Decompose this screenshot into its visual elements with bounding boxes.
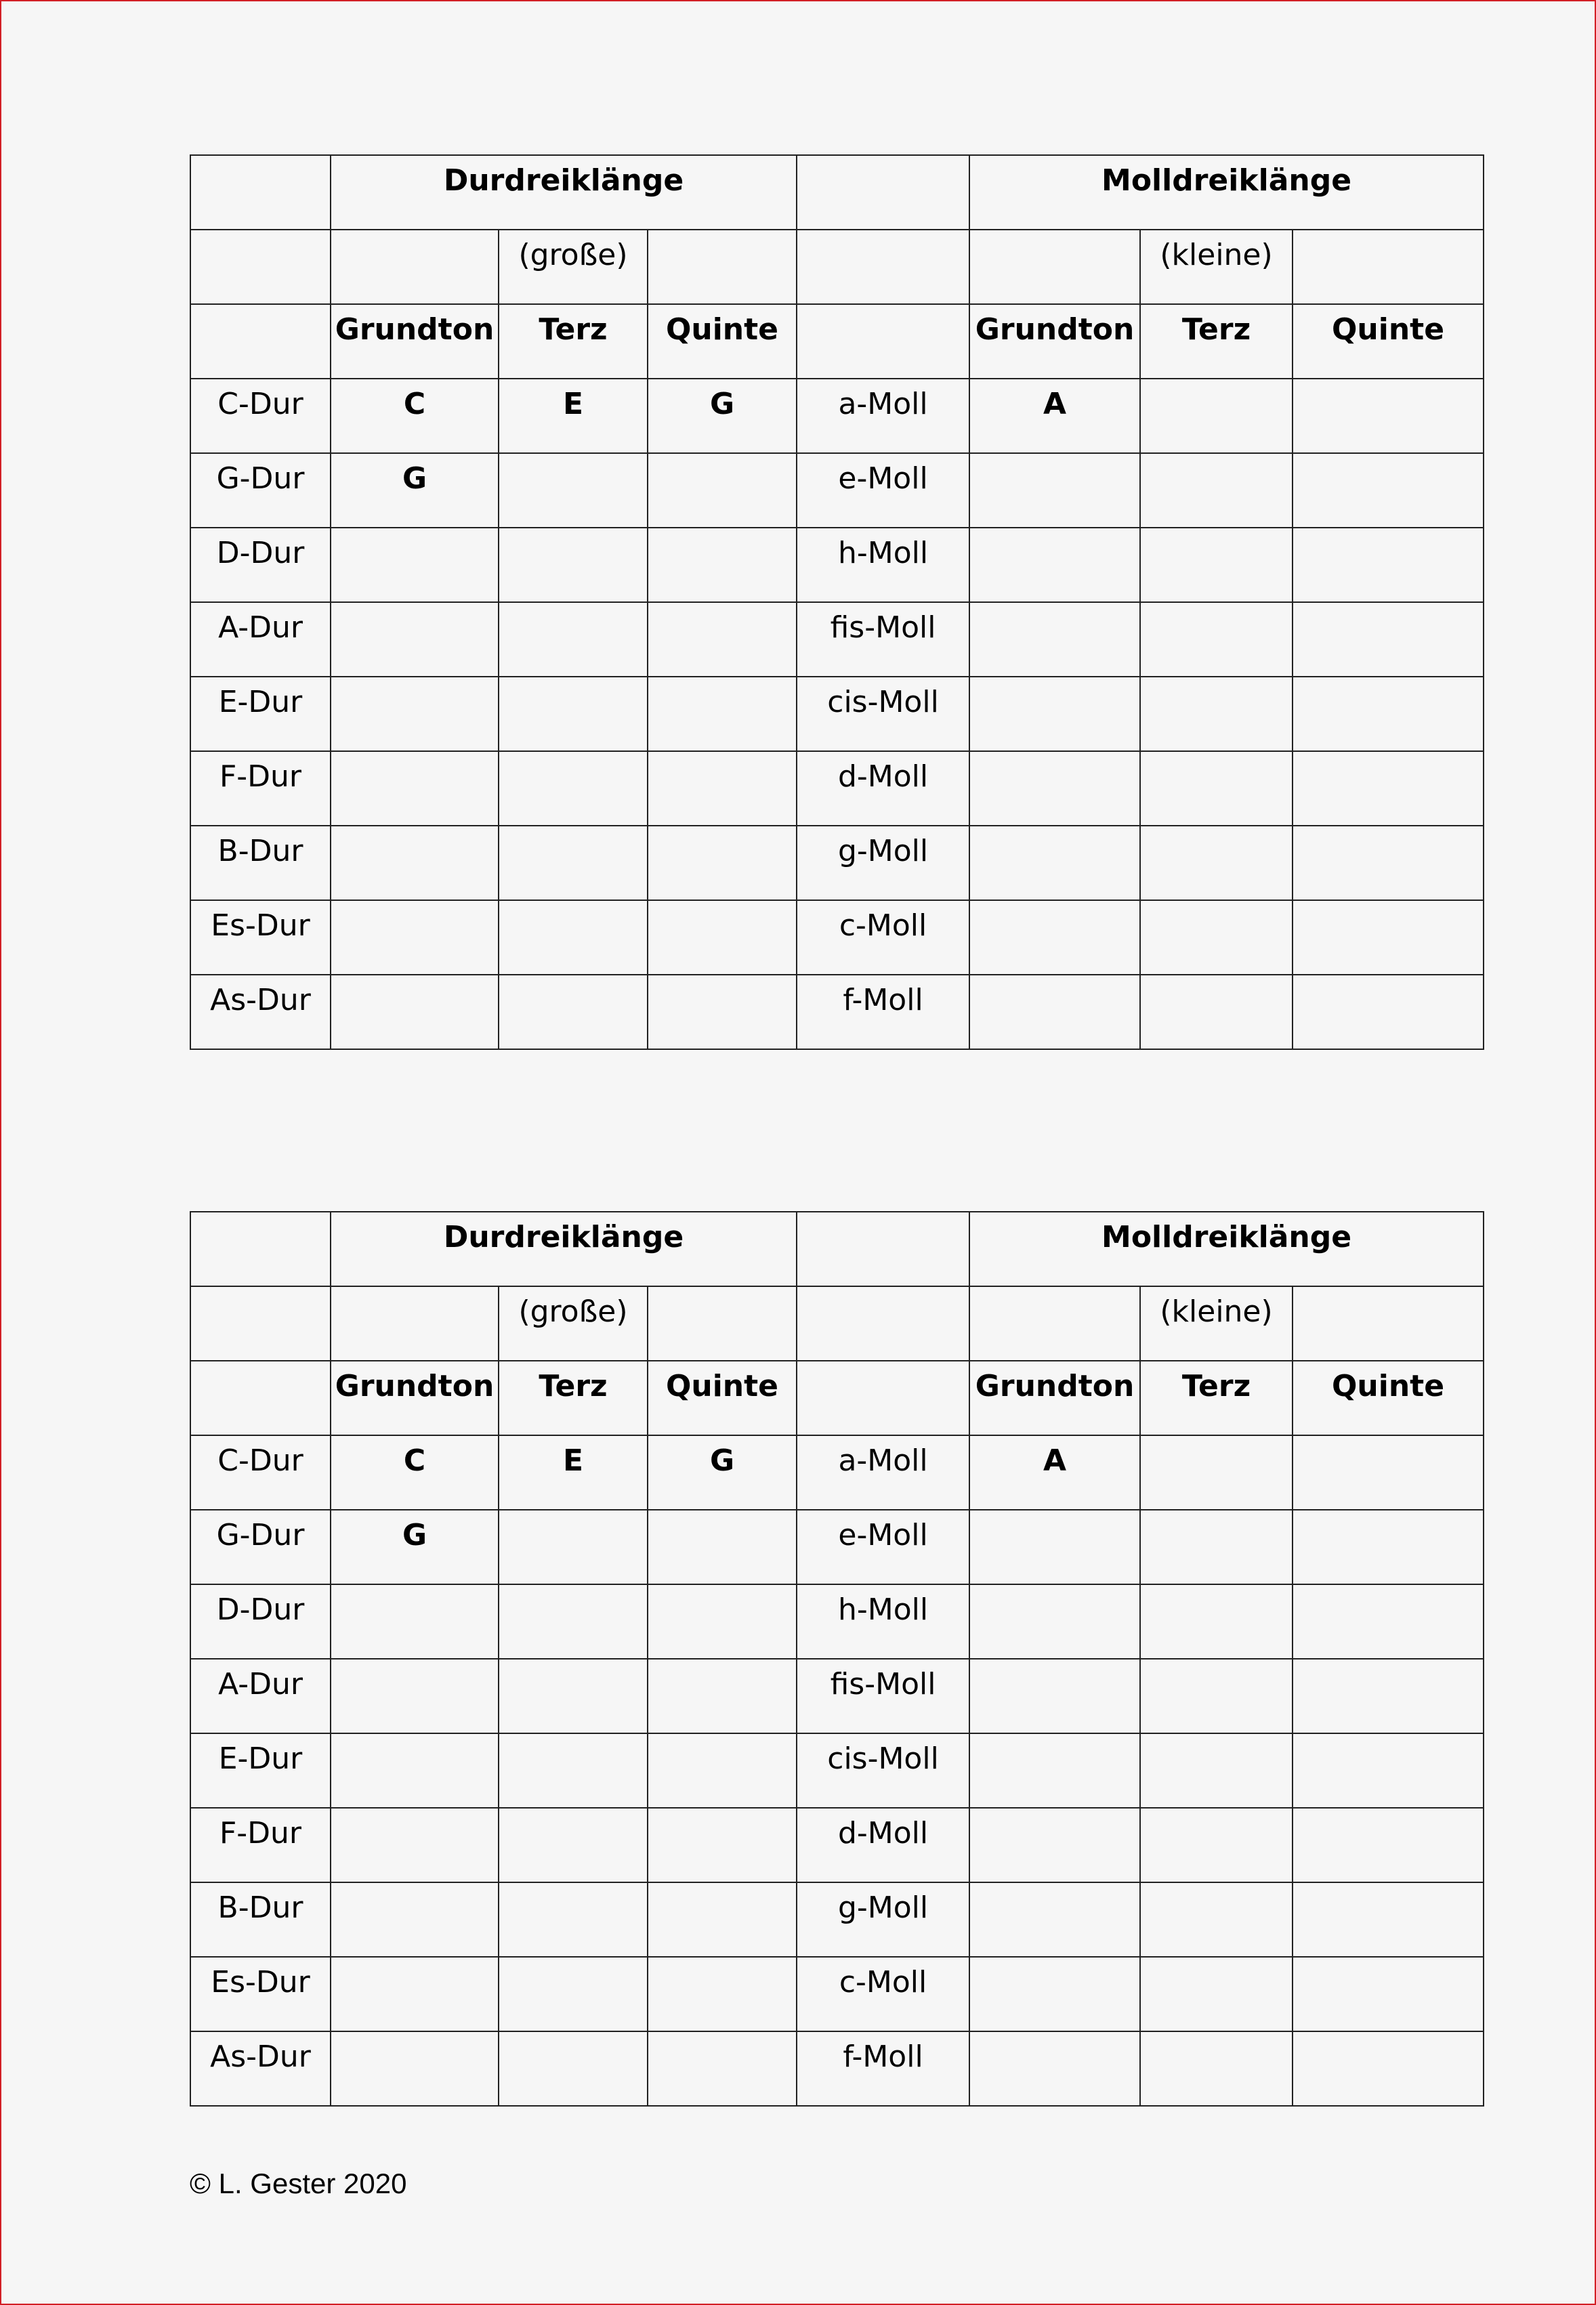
major-key-label: Es-Dur <box>190 1957 331 2031</box>
major-fifth-cell[interactable] <box>648 528 797 602</box>
major-fifth-cell[interactable] <box>648 900 797 975</box>
minor-root-header: Grundton <box>969 304 1140 379</box>
minor-key-label: fis-Moll <box>797 602 969 677</box>
empty-cell <box>1293 1286 1484 1361</box>
table-row <box>190 1510 1484 1584</box>
minor-third-cell[interactable] <box>1140 379 1293 453</box>
major-key-label: As-Dur <box>190 2031 331 2106</box>
minor-third-cell[interactable] <box>1140 1882 1293 1957</box>
table-row <box>190 1584 1484 1659</box>
table-row <box>190 1733 1484 1808</box>
major-fifth-cell[interactable] <box>648 751 797 826</box>
minor-fifth-cell[interactable] <box>1293 379 1484 453</box>
major-root-cell[interactable] <box>331 602 499 677</box>
minor-fifth-cell[interactable] <box>1293 1808 1484 1882</box>
empty-cell <box>797 1361 969 1435</box>
table-row <box>190 1808 1484 1882</box>
major-third-cell[interactable] <box>499 1808 648 1882</box>
minor-third-cell[interactable] <box>1140 677 1293 751</box>
column-header-row <box>190 304 1484 379</box>
table-row <box>190 751 1484 826</box>
empty-cell <box>190 155 331 230</box>
minor-fifth-cell[interactable] <box>1293 2031 1484 2106</box>
major-third-cell[interactable] <box>499 2031 648 2106</box>
empty-cell <box>331 1286 499 1361</box>
group-header-row <box>190 155 1484 230</box>
minor-third-cell[interactable] <box>1140 602 1293 677</box>
major-key-label: D-Dur <box>190 528 331 602</box>
major-third-header: Terz <box>499 1361 648 1435</box>
minor-triads-header: Molldreiklänge <box>969 1212 1484 1286</box>
empty-cell <box>797 155 969 230</box>
major-root-cell[interactable] <box>331 826 499 900</box>
empty-cell <box>797 1212 969 1286</box>
minor-fifth-cell[interactable] <box>1293 602 1484 677</box>
copyright-notice: © L. Gester 2020 <box>190 2167 407 2199</box>
major-fifth-cell[interactable] <box>648 1882 797 1957</box>
major-fifth-cell[interactable] <box>648 2031 797 2106</box>
major-key-label: Es-Dur <box>190 900 331 975</box>
major-root-cell[interactable] <box>331 1584 499 1659</box>
empty-cell <box>648 230 797 304</box>
table-row <box>190 1659 1484 1733</box>
minor-third-note: (kleine) <box>1140 230 1293 304</box>
major-key-label: D-Dur <box>190 1584 331 1659</box>
major-root-cell[interactable]: G <box>331 453 499 528</box>
major-third-note: (große) <box>499 1286 648 1361</box>
empty-cell <box>969 230 1140 304</box>
minor-fifth-cell[interactable] <box>1293 528 1484 602</box>
major-fifth-cell[interactable] <box>648 1510 797 1584</box>
table-row <box>190 602 1484 677</box>
minor-triads-header: Molldreiklänge <box>969 155 1484 230</box>
major-third-cell[interactable] <box>499 1733 648 1808</box>
major-third-note: (große) <box>499 230 648 304</box>
minor-root-cell[interactable] <box>969 1510 1140 1584</box>
major-fifth-cell[interactable] <box>648 975 797 1049</box>
minor-fifth-cell[interactable] <box>1293 900 1484 975</box>
minor-root-cell[interactable] <box>969 751 1140 826</box>
table-row <box>190 677 1484 751</box>
minor-root-cell[interactable] <box>969 975 1140 1049</box>
minor-root-cell[interactable] <box>969 1808 1140 1882</box>
major-third-cell[interactable] <box>499 975 648 1049</box>
major-third-cell[interactable] <box>499 1659 648 1733</box>
minor-third-cell[interactable] <box>1140 751 1293 826</box>
minor-fifth-cell[interactable] <box>1293 975 1484 1049</box>
major-key-label: F-Dur <box>190 751 331 826</box>
minor-root-cell[interactable]: A <box>969 1435 1140 1510</box>
table-row <box>190 2031 1484 2106</box>
major-key-label: B-Dur <box>190 1882 331 1957</box>
minor-key-label: c-Moll <box>797 1957 969 2031</box>
major-fifth-cell[interactable]: G <box>648 379 797 453</box>
minor-third-cell[interactable] <box>1140 1510 1293 1584</box>
minor-third-cell[interactable] <box>1140 1659 1293 1733</box>
empty-cell <box>969 1286 1140 1361</box>
major-fifth-cell[interactable] <box>648 453 797 528</box>
minor-fifth-header: Quinte <box>1293 1361 1484 1435</box>
column-header-row <box>190 1361 1484 1435</box>
minor-root-cell[interactable] <box>969 602 1140 677</box>
empty-cell <box>1293 230 1484 304</box>
major-root-cell[interactable] <box>331 528 499 602</box>
major-fifth-header: Quinte <box>648 1361 797 1435</box>
major-root-cell[interactable]: C <box>331 1435 499 1510</box>
triads-table <box>190 154 1484 1050</box>
major-key-label: G-Dur <box>190 1510 331 1584</box>
table-row <box>190 900 1484 975</box>
minor-key-label: e-Moll <box>797 453 969 528</box>
major-root-cell[interactable] <box>331 751 499 826</box>
empty-cell <box>331 230 499 304</box>
table-row <box>190 1882 1484 1957</box>
minor-third-header: Terz <box>1140 1361 1293 1435</box>
major-key-label: As-Dur <box>190 975 331 1049</box>
minor-fifth-cell[interactable] <box>1293 1584 1484 1659</box>
minor-fifth-cell[interactable] <box>1293 1510 1484 1584</box>
minor-root-cell[interactable] <box>969 1882 1140 1957</box>
minor-root-cell[interactable] <box>969 528 1140 602</box>
major-fifth-cell[interactable] <box>648 602 797 677</box>
empty-cell <box>797 304 969 379</box>
sub-header-row <box>190 230 1484 304</box>
minor-third-cell[interactable] <box>1140 528 1293 602</box>
major-root-header: Grundton <box>331 1361 499 1435</box>
minor-third-cell[interactable] <box>1140 826 1293 900</box>
major-third-cell[interactable] <box>499 453 648 528</box>
minor-third-cell[interactable] <box>1140 1435 1293 1510</box>
empty-cell <box>797 230 969 304</box>
major-key-label: A-Dur <box>190 602 331 677</box>
major-root-cell[interactable]: G <box>331 1510 499 1584</box>
sub-header-row <box>190 1286 1484 1361</box>
minor-third-note: (kleine) <box>1140 1286 1293 1361</box>
minor-fifth-cell[interactable] <box>1293 1435 1484 1510</box>
major-third-header: Terz <box>499 304 648 379</box>
major-root-cell[interactable] <box>331 1808 499 1882</box>
major-third-cell[interactable]: E <box>499 1435 648 1510</box>
major-third-cell[interactable] <box>499 1957 648 2031</box>
minor-root-cell[interactable] <box>969 826 1140 900</box>
major-root-cell[interactable] <box>331 1957 499 2031</box>
table-row <box>190 453 1484 528</box>
minor-third-cell[interactable] <box>1140 1808 1293 1882</box>
minor-root-cell[interactable] <box>969 453 1140 528</box>
major-fifth-cell[interactable] <box>648 677 797 751</box>
minor-root-cell[interactable] <box>969 2031 1140 2106</box>
major-fifth-cell[interactable] <box>648 1659 797 1733</box>
major-triads-header: Durdreiklänge <box>331 155 797 230</box>
minor-third-cell[interactable] <box>1140 1957 1293 2031</box>
minor-key-label: c-Moll <box>797 900 969 975</box>
major-root-cell[interactable] <box>331 900 499 975</box>
minor-third-cell[interactable] <box>1140 1584 1293 1659</box>
major-fifth-cell[interactable] <box>648 1584 797 1659</box>
minor-third-cell[interactable] <box>1140 2031 1293 2106</box>
minor-key-label: cis-Moll <box>797 1733 969 1808</box>
major-key-label: E-Dur <box>190 677 331 751</box>
major-key-label: G-Dur <box>190 453 331 528</box>
minor-root-header: Grundton <box>969 1361 1140 1435</box>
major-key-label: A-Dur <box>190 1659 331 1733</box>
minor-third-cell[interactable] <box>1140 1733 1293 1808</box>
table-row <box>190 528 1484 602</box>
table-row <box>190 826 1484 900</box>
major-third-cell[interactable] <box>499 602 648 677</box>
major-key-label: E-Dur <box>190 1733 331 1808</box>
major-root-cell[interactable] <box>331 1659 499 1733</box>
minor-key-label: d-Moll <box>797 1808 969 1882</box>
table-row <box>190 1957 1484 2031</box>
major-third-cell[interactable] <box>499 528 648 602</box>
empty-cell <box>648 1286 797 1361</box>
major-fifth-cell[interactable] <box>648 1733 797 1808</box>
minor-key-label: f-Moll <box>797 2031 969 2106</box>
minor-root-cell[interactable] <box>969 677 1140 751</box>
empty-cell <box>190 1212 331 1286</box>
empty-cell <box>190 1286 331 1361</box>
major-root-cell[interactable]: C <box>331 379 499 453</box>
major-fifth-cell[interactable] <box>648 1808 797 1882</box>
major-root-cell[interactable] <box>331 1882 499 1957</box>
major-triads-header: Durdreiklänge <box>331 1212 797 1286</box>
major-third-cell[interactable] <box>499 900 648 975</box>
major-third-cell[interactable] <box>499 826 648 900</box>
minor-third-cell[interactable] <box>1140 975 1293 1049</box>
table-row <box>190 1435 1484 1510</box>
minor-key-label: f-Moll <box>797 975 969 1049</box>
major-root-cell[interactable] <box>331 975 499 1049</box>
minor-fifth-cell[interactable] <box>1293 1882 1484 1957</box>
group-header-row <box>190 1212 1484 1286</box>
minor-fifth-header: Quinte <box>1293 304 1484 379</box>
major-fifth-cell[interactable] <box>648 1957 797 2031</box>
minor-fifth-cell[interactable] <box>1293 677 1484 751</box>
major-fifth-cell[interactable]: G <box>648 1435 797 1510</box>
major-root-cell[interactable] <box>331 677 499 751</box>
major-root-cell[interactable] <box>331 2031 499 2106</box>
minor-key-label: g-Moll <box>797 1882 969 1957</box>
minor-root-cell[interactable] <box>969 900 1140 975</box>
major-key-label: F-Dur <box>190 1808 331 1882</box>
minor-third-cell[interactable] <box>1140 453 1293 528</box>
major-key-label: B-Dur <box>190 826 331 900</box>
major-third-cell[interactable] <box>499 1882 648 1957</box>
minor-fifth-cell[interactable] <box>1293 826 1484 900</box>
minor-key-label: g-Moll <box>797 826 969 900</box>
minor-key-label: a-Moll <box>797 1435 969 1510</box>
minor-key-label: cis-Moll <box>797 677 969 751</box>
major-third-cell[interactable] <box>499 1584 648 1659</box>
empty-cell <box>797 1286 969 1361</box>
empty-cell <box>190 304 331 379</box>
minor-root-cell[interactable] <box>969 1733 1140 1808</box>
major-root-header: Grundton <box>331 304 499 379</box>
triads-table <box>190 1211 1484 2107</box>
major-third-cell[interactable] <box>499 1510 648 1584</box>
minor-key-label: e-Moll <box>797 1510 969 1584</box>
major-key-label: C-Dur <box>190 1435 331 1510</box>
minor-root-cell[interactable] <box>969 1584 1140 1659</box>
major-key-label: C-Dur <box>190 379 331 453</box>
minor-key-label: a-Moll <box>797 379 969 453</box>
minor-key-label: h-Moll <box>797 1584 969 1659</box>
major-third-cell[interactable]: E <box>499 379 648 453</box>
minor-root-cell[interactable] <box>969 1659 1140 1733</box>
minor-third-header: Terz <box>1140 304 1293 379</box>
minor-fifth-cell[interactable] <box>1293 453 1484 528</box>
table-row <box>190 379 1484 453</box>
major-third-cell[interactable] <box>499 751 648 826</box>
minor-key-label: fis-Moll <box>797 1659 969 1733</box>
major-root-cell[interactable] <box>331 1733 499 1808</box>
major-fifth-header: Quinte <box>648 304 797 379</box>
major-third-cell[interactable] <box>499 677 648 751</box>
minor-fifth-cell[interactable] <box>1293 1659 1484 1733</box>
minor-root-cell[interactable]: A <box>969 379 1140 453</box>
table-row <box>190 975 1484 1049</box>
minor-third-cell[interactable] <box>1140 900 1293 975</box>
minor-fifth-cell[interactable] <box>1293 1733 1484 1808</box>
minor-fifth-cell[interactable] <box>1293 1957 1484 2031</box>
minor-key-label: d-Moll <box>797 751 969 826</box>
empty-cell <box>190 230 331 304</box>
minor-fifth-cell[interactable] <box>1293 751 1484 826</box>
empty-cell <box>190 1361 331 1435</box>
minor-root-cell[interactable] <box>969 1957 1140 2031</box>
minor-key-label: h-Moll <box>797 528 969 602</box>
major-fifth-cell[interactable] <box>648 826 797 900</box>
